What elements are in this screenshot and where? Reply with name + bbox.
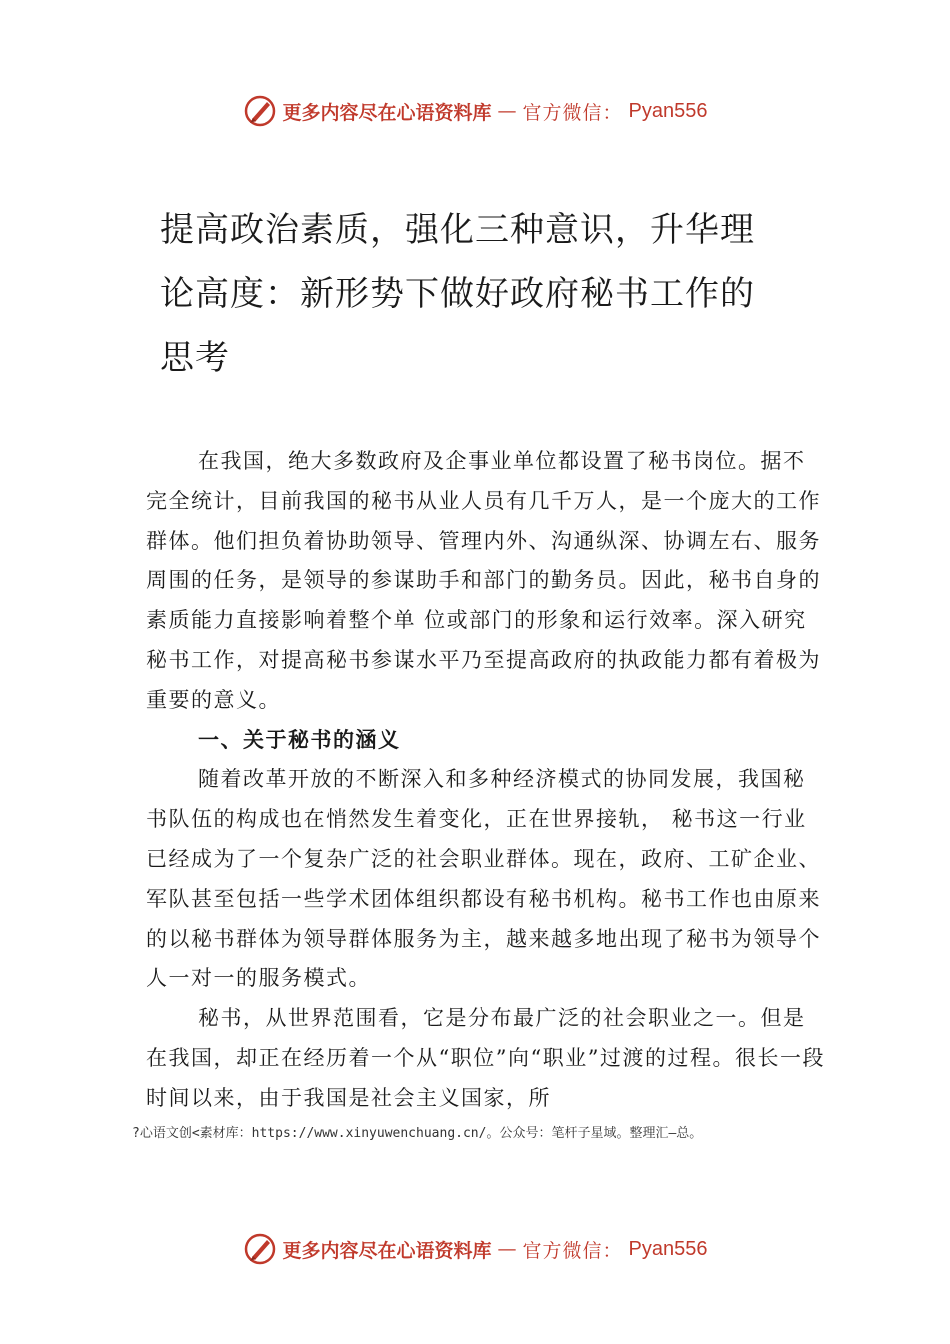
banner-wechat-label: 官方微信： xyxy=(522,1239,623,1262)
banner-brand: 更多内容尽在心语资料库 xyxy=(282,1239,492,1262)
footer-banner xyxy=(0,1232,950,1266)
section-paragraph: 秘书，从世界范围看，它是分布最广泛的社会职业之一。但是在我国，却正在经历着一个从“职位”向“职业”过渡的过程。很长一段时间以来，由于我国是社会主义国家，所 xyxy=(146,1006,825,1110)
banner-dash: — xyxy=(497,100,517,122)
banner-wechat-id: Pyan556 xyxy=(628,1237,708,1260)
source-footnote: ?心语文创<素材库：https://www.xinyuwenchuang.cn/。公众号：笔杆子星域。整理汇—总。 xyxy=(132,1126,703,1141)
banner-wechat-id: Pyan556 xyxy=(628,99,708,122)
banner-dash: — xyxy=(497,1238,517,1260)
document-body xyxy=(146,442,826,1119)
section-heading: 一、关于秘书的涵义 xyxy=(198,727,401,752)
section-paragraph: 随着改革开放的不断深入和多种经济模式的协同发展，我国秘书队伍的构成也在悄然发生着变化，正在世界接轨， 秘书这一行业已经成为了一个复杂广泛的社会职业群体。现在，政府、工矿企业、军队甚至包括一些学术团体组织都设有秘书机构。秘书工作也由原来的以秘书群体为领导群体服务为主，越来越多地出现了秘书为领导个人一对一的服务模式。 xyxy=(146,767,821,991)
banner-brand: 更多内容尽在心语资料库 xyxy=(282,101,492,124)
document-title: 提高政治素质，强化三种意识，升华理论高度：新形势下做好政府秘书工作的思考 xyxy=(160,210,755,378)
pen-seal-logo-icon xyxy=(243,1232,277,1266)
banner-wechat-label: 官方微信： xyxy=(522,101,623,124)
pen-seal-logo-icon xyxy=(243,94,277,128)
header-banner xyxy=(0,94,950,128)
intro-paragraph: 在我国，绝大多数政府及企事业单位都设置了秘书岗位。据不完全统计，目前我国的秘书从业人员有几千万人，是一个庞大的工作群体。他们担负着协助领导、管理内外、沟通纵深、协调左右、服务周围的任务，是领导的参谋助手和部门的勤务员。因此，秘书自身的素质能力直接影响着整个单 位或部门的形象和运行效率。深入研究秘书工作，对提高秘书参谋水平乃至提高政府的执政能力都有着极为重要的意义。 xyxy=(146,449,821,712)
